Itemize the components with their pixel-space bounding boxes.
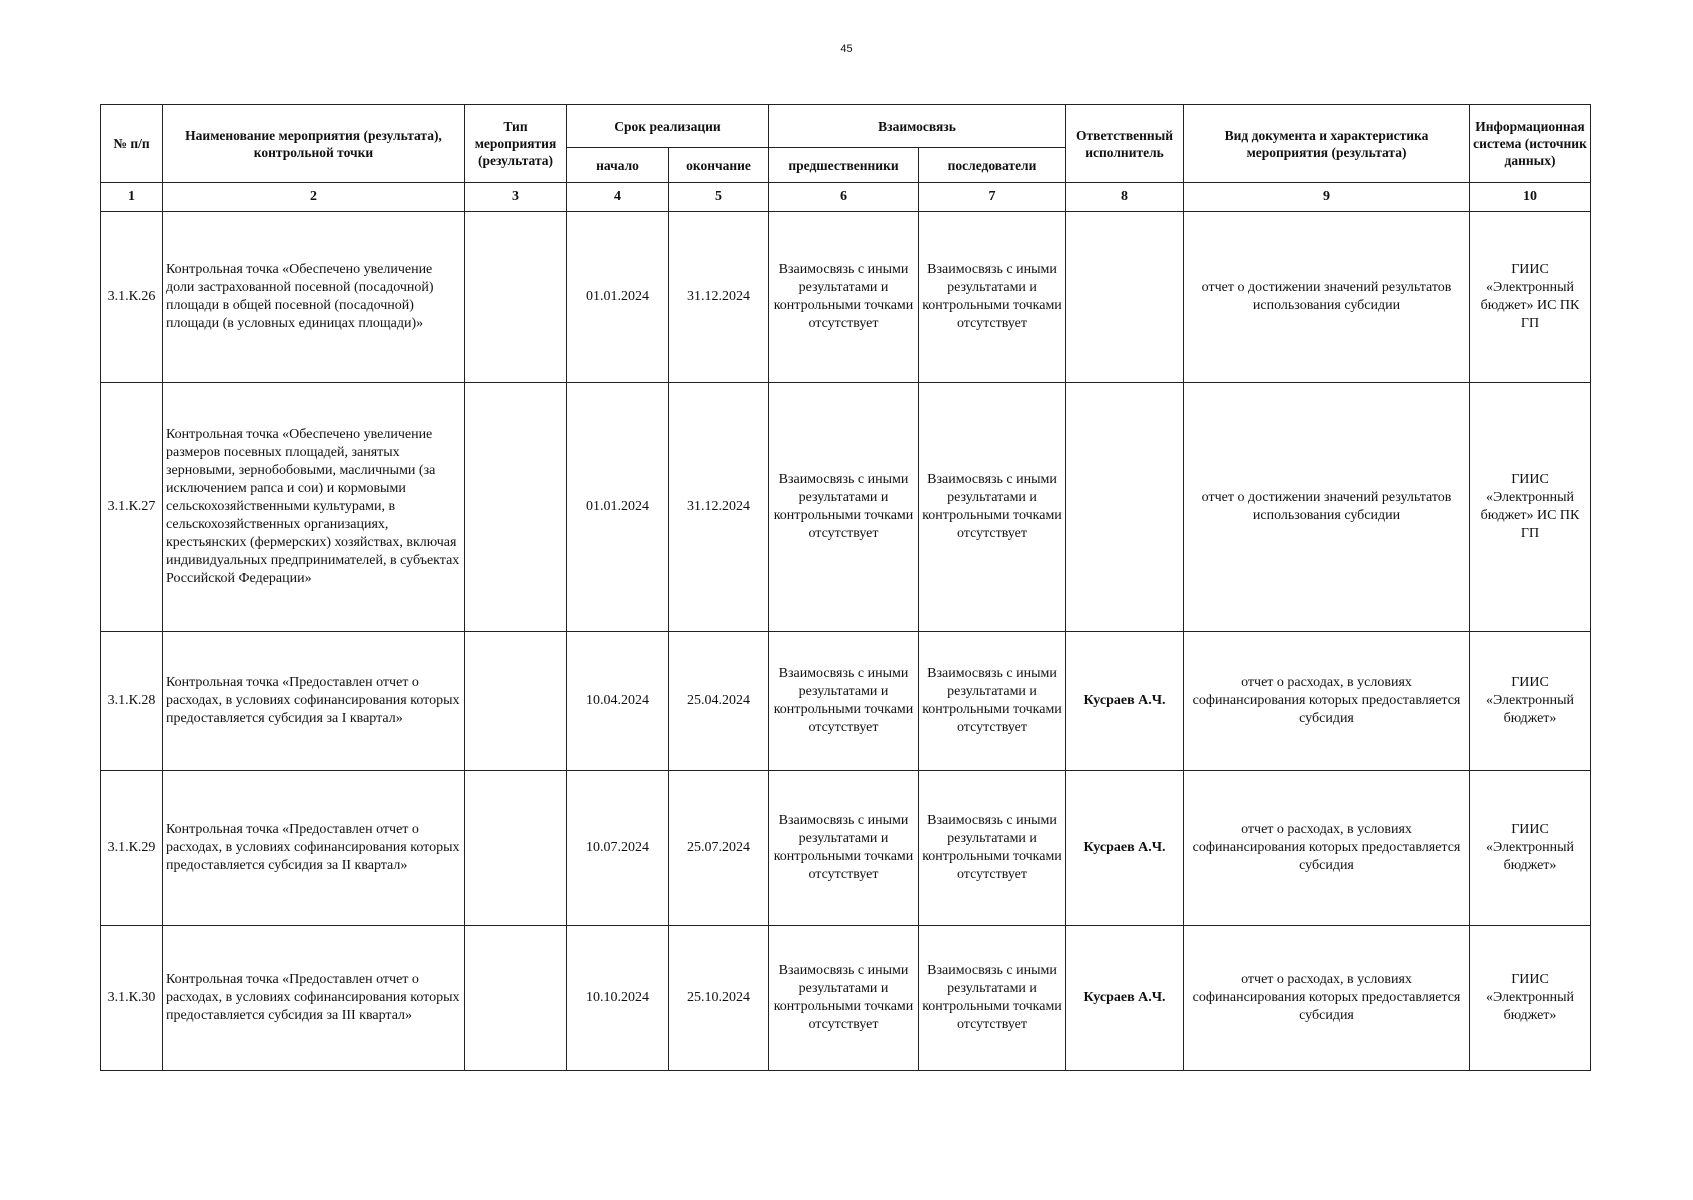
column-number: 4	[567, 183, 669, 212]
row-name: Контрольная точка «Предоставлен отчет о расходах, в условиях софинансирования которых предоставляется субсидия за II квартал»	[163, 771, 465, 926]
header-type: Тип мероприятия (результата)	[465, 105, 567, 183]
row-name: Контрольная точка «Обеспечено увеличение доли застрахованной посевной (посадочной) площади в общей посевной (посадочной) площади (в условных единицах площади)»	[163, 212, 465, 383]
row-responsible: Кусраев А.Ч.	[1066, 926, 1184, 1071]
row-start-date: 01.01.2024	[567, 212, 669, 383]
row-predecessors: Взаимосвязь с иными результатами и контрольными точками отсутствует	[769, 926, 919, 1071]
row-end-date: 25.10.2024	[669, 926, 769, 1071]
table-row	[101, 383, 1591, 632]
header-system: Информационная система (источник данных)	[1470, 105, 1591, 183]
row-responsible: Кусраев А.Ч.	[1066, 771, 1184, 926]
column-number: 7	[919, 183, 1066, 212]
row-end-date: 31.12.2024	[669, 383, 769, 632]
control-points-table	[100, 104, 1591, 1071]
row-name: Контрольная точка «Предоставлен отчет о расходах, в условиях софинансирования которых предоставляется субсидия за I квартал»	[163, 632, 465, 771]
row-info-system: ГИИС «Электронный бюджет» ИС ПК ГП	[1470, 383, 1591, 632]
row-document: отчет о достижении значений результатов использования субсидии	[1184, 212, 1470, 383]
row-type	[465, 771, 567, 926]
row-type	[465, 632, 567, 771]
table-row	[101, 632, 1591, 771]
row-info-system: ГИИС «Электронный бюджет»	[1470, 632, 1591, 771]
row-successors: Взаимосвязь с иными результатами и контрольными точками отсутствует	[919, 771, 1066, 926]
table-row	[101, 926, 1591, 1071]
column-number: 5	[669, 183, 769, 212]
row-document: отчет о достижении значений результатов использования субсидии	[1184, 383, 1470, 632]
row-name: Контрольная точка «Обеспечено увеличение размеров посевных площадей, занятых зерновыми, зернобобовыми, масличными (за исключением рапса и сои) и кормовыми сельскохозяйственными культурами, в сельскохозяйственных организациях, крестьянских (фермерских) хозяйствах, включая индивидуальных предпринимателей, в субъектах Российской Федерации»	[163, 383, 465, 632]
table-row	[101, 212, 1591, 383]
column-number: 10	[1470, 183, 1591, 212]
row-name: Контрольная точка «Предоставлен отчет о расходах, в условиях софинансирования которых предоставляется субсидия за III квартал»	[163, 926, 465, 1071]
header-name: Наименование мероприятия (результата), контрольной точки	[163, 105, 465, 183]
row-type	[465, 383, 567, 632]
row-num: 3.1.К.27	[101, 383, 163, 632]
row-end-date: 31.12.2024	[669, 212, 769, 383]
column-number-row	[101, 183, 1591, 212]
row-start-date: 10.07.2024	[567, 771, 669, 926]
column-number: 6	[769, 183, 919, 212]
header-row	[101, 105, 1591, 148]
row-info-system: ГИИС «Электронный бюджет»	[1470, 771, 1591, 926]
row-responsible: Кусраев А.Ч.	[1066, 632, 1184, 771]
row-end-date: 25.04.2024	[669, 632, 769, 771]
row-responsible	[1066, 383, 1184, 632]
row-num: 3.1.К.28	[101, 632, 163, 771]
column-number: 3	[465, 183, 567, 212]
row-predecessors: Взаимосвязь с иными результатами и контрольными точками отсутствует	[769, 771, 919, 926]
header-period: Срок реализации	[567, 105, 769, 148]
row-num: 3.1.К.26	[101, 212, 163, 383]
row-successors: Взаимосвязь с иными результатами и контрольными точками отсутствует	[919, 632, 1066, 771]
row-predecessors: Взаимосвязь с иными результатами и контрольными точками отсутствует	[769, 632, 919, 771]
row-start-date: 10.04.2024	[567, 632, 669, 771]
row-start-date: 01.01.2024	[567, 383, 669, 632]
row-type	[465, 926, 567, 1071]
column-number: 1	[101, 183, 163, 212]
column-number: 8	[1066, 183, 1184, 212]
table-row	[101, 771, 1591, 926]
header-link: Взаимосвязь	[769, 105, 1066, 148]
header-period-start: начало	[567, 148, 669, 183]
header-period-end: окончание	[669, 148, 769, 183]
header-link-succ: последователи	[919, 148, 1066, 183]
row-num: 3.1.К.29	[101, 771, 163, 926]
row-document: отчет о расходах, в условиях софинансирования которых предоставляется субсидия	[1184, 771, 1470, 926]
row-document: отчет о расходах, в условиях софинансирования которых предоставляется субсидия	[1184, 926, 1470, 1071]
column-number: 9	[1184, 183, 1470, 212]
column-number: 2	[163, 183, 465, 212]
row-successors: Взаимосвязь с иными результатами и контрольными точками отсутствует	[919, 383, 1066, 632]
row-successors: Взаимосвязь с иными результатами и контрольными точками отсутствует	[919, 212, 1066, 383]
row-end-date: 25.07.2024	[669, 771, 769, 926]
row-predecessors: Взаимосвязь с иными результатами и контрольными точками отсутствует	[769, 212, 919, 383]
header-responsible: Ответственный исполнитель	[1066, 105, 1184, 183]
header-link-pred: предшественники	[769, 148, 919, 183]
header-doc: Вид документа и характеристика мероприятия (результата)	[1184, 105, 1470, 183]
row-info-system: ГИИС «Электронный бюджет»	[1470, 926, 1591, 1071]
row-type	[465, 212, 567, 383]
page-number: 45	[840, 43, 853, 55]
row-start-date: 10.10.2024	[567, 926, 669, 1071]
row-info-system: ГИИС «Электронный бюджет» ИС ПК ГП	[1470, 212, 1591, 383]
row-num: 3.1.К.30	[101, 926, 163, 1071]
row-responsible	[1066, 212, 1184, 383]
row-predecessors: Взаимосвязь с иными результатами и контрольными точками отсутствует	[769, 383, 919, 632]
row-successors: Взаимосвязь с иными результатами и контрольными точками отсутствует	[919, 926, 1066, 1071]
row-document: отчет о расходах, в условиях софинансирования которых предоставляется субсидия	[1184, 632, 1470, 771]
header-num: № п/п	[101, 105, 163, 183]
